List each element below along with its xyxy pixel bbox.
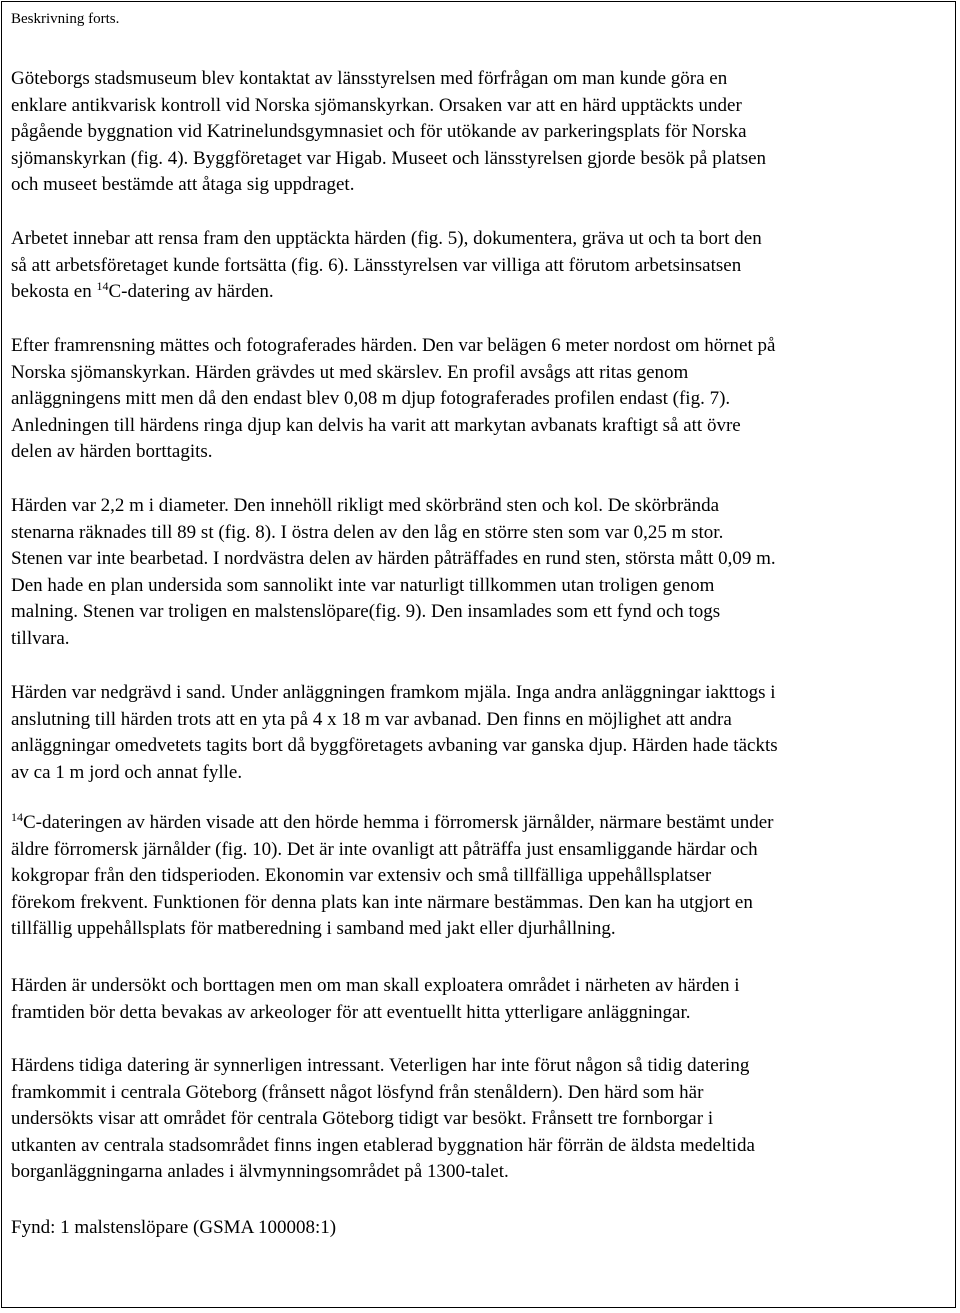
text-line: Arbetet innebar att rensa fram den upptäckta härden (fig. 5), dokumentera, gräva ut och ta bort den bbox=[11, 228, 762, 249]
paragraph-recommendation bbox=[11, 973, 740, 1026]
dating-suffix: C-datering av härden. bbox=[108, 281, 274, 303]
text-line: Norska sjömanskyrkan. Härden grävdes ut med skärslev. En profil avsågs att ritas genom bbox=[11, 361, 689, 383]
text-line: kokgropar från den tidsperioden. Ekonomin var extensiv och små tillfälliga uppehållsplatser bbox=[11, 865, 712, 887]
text-line-dating-result bbox=[11, 810, 774, 837]
text-line-dating bbox=[11, 279, 762, 306]
paragraph-work-scope bbox=[11, 226, 762, 306]
paragraph-documentation bbox=[11, 333, 775, 466]
text-line: borganläggningarna anlades i älvmynningsområdet på 1300-talet. bbox=[11, 1161, 509, 1183]
text-line: Härden var 2,2 m i diameter. Den innehöll rikligt med skörbränd sten och kol. De skörbrända bbox=[11, 495, 720, 516]
text-line: så att arbetsföretaget kunde fortsätta (fig. 6). Länsstyrelsen var villiga att förutom arbetsinsatsen bbox=[11, 254, 742, 276]
paragraph-background bbox=[11, 66, 766, 199]
text-line: anläggningens mitt men då den endast blev 0,08 m djup fotograferades profilen endast (fig. 7). bbox=[11, 388, 731, 410]
text-line: tillfällig uppehållsplats för matberedning i samband med jakt eller djurhållning. bbox=[11, 918, 616, 940]
text-line: Anledningen till härdens ringa djup kan delvis ha varit att markytan avbanats kraftigt så att övre bbox=[11, 414, 741, 436]
text-line: Efter framrensning mättes och fotograferades härden. Den var belägen 6 meter nordost om hörnet på bbox=[11, 335, 776, 356]
paragraph-significance bbox=[11, 1053, 755, 1186]
text-line: anläggningar omedvetets tagits bort då byggföretagets avbaning var ganska djup. Härden hade täckts bbox=[11, 735, 778, 757]
finds-line: Fynd: 1 malstenslöpare (GSMA 100008:1) bbox=[11, 1217, 337, 1238]
paragraph-finds bbox=[11, 1215, 336, 1242]
paragraph-stratigraphy bbox=[11, 680, 778, 786]
text-line: enklare antikvarisk kontroll vid Norska sjömanskyrkan. Orsaken var att en härd upptäckts under bbox=[11, 94, 742, 116]
text-line: utkanten av centrala stadsområdet finns ingen etablerad byggnation här förrän de äldsta medeltida bbox=[11, 1134, 755, 1156]
text-line: framkommit i centrala Göteborg (frånsett något lösfynd från stenåldern). Den härd som här bbox=[11, 1081, 704, 1103]
text-line: av ca 1 m jord och annat fylle. bbox=[11, 761, 243, 783]
text-line: tillvara. bbox=[11, 627, 70, 649]
text-line: Göteborgs stadsmuseum blev kontaktat av länsstyrelsen med förfrågan om man kunde göra en bbox=[11, 68, 728, 89]
isotope-superscript: 14 bbox=[96, 279, 109, 294]
text-line: förekom frekvent. Funktionen för denna plats kan inte närmare bestämmas. Den kan ha utgjort en bbox=[11, 891, 753, 913]
text-line: undersökts visar att området för centrala Göteborg tidigt var besökt. Frånsett tre fornborgar i bbox=[11, 1108, 714, 1130]
text-line: och museet bestämde att åtaga sig uppdraget. bbox=[11, 174, 355, 196]
text-line: Den hade en plan undersida som sannolikt inte var naturligt tillkommen utan troligen genom bbox=[11, 574, 715, 596]
text-line: Härden är undersökt och borttagen men om man skall exploatera området i närheten av härden i bbox=[11, 975, 740, 996]
text-line: Härden var nedgrävd i sand. Under anläggningen framkom mjäla. Inga andra anläggningar iakttogs i bbox=[11, 682, 776, 703]
dating-result-text: C-dateringen av härden visade att den hörde hemma i förromersk järnålder, närmare bestämt under bbox=[23, 812, 774, 833]
text-line: malning. Stenen var troligen en malstenslöpare(fig. 9). Den insamlades som ett fynd och togs bbox=[11, 601, 721, 623]
text-line: Härdens tidiga datering är synnerligen intressant. Veterligen har inte förut någon så tidig datering bbox=[11, 1055, 750, 1076]
text-line: anslutning till härden trots att en yta på 4 x 18 m var avbanad. Den finns en möjlighet att andra bbox=[11, 708, 732, 730]
text-line: Stenen var inte bearbetad. I nordvästra delen av härden påträffades en rund sten, största mått 0,09 m. bbox=[11, 548, 776, 570]
text-line: sjömanskyrkan (fig. 4). Byggföretaget var Higab. Museet och länsstyrelsen gjorde besök på platsen bbox=[11, 147, 767, 169]
section-header: Beskrivning forts. bbox=[11, 11, 120, 27]
text-line: stenarna räknades till 89 st (fig. 8). I östra delen av den låg en större sten som var 0,25 m stor. bbox=[11, 521, 724, 543]
dating-prefix: bekosta en bbox=[11, 281, 97, 303]
text-line: framtiden bör detta bevakas av arkeologer för att eventuellt hitta ytterligare anläggningar. bbox=[11, 1001, 691, 1023]
paragraph-dating-result bbox=[11, 810, 774, 943]
text-line: pågående byggnation vid Katrinelundsgymnasiet och för utökande av parkeringsplats för Norska bbox=[11, 121, 747, 143]
paragraph-hearth-description bbox=[11, 493, 776, 653]
isotope-superscript: 14 bbox=[11, 810, 23, 824]
text-line: äldre förromersk järnålder (fig. 10). Det är inte ovanligt att påträffa just ensamliggande härdar och bbox=[11, 838, 758, 860]
text-line: delen av härden borttagits. bbox=[11, 441, 213, 463]
